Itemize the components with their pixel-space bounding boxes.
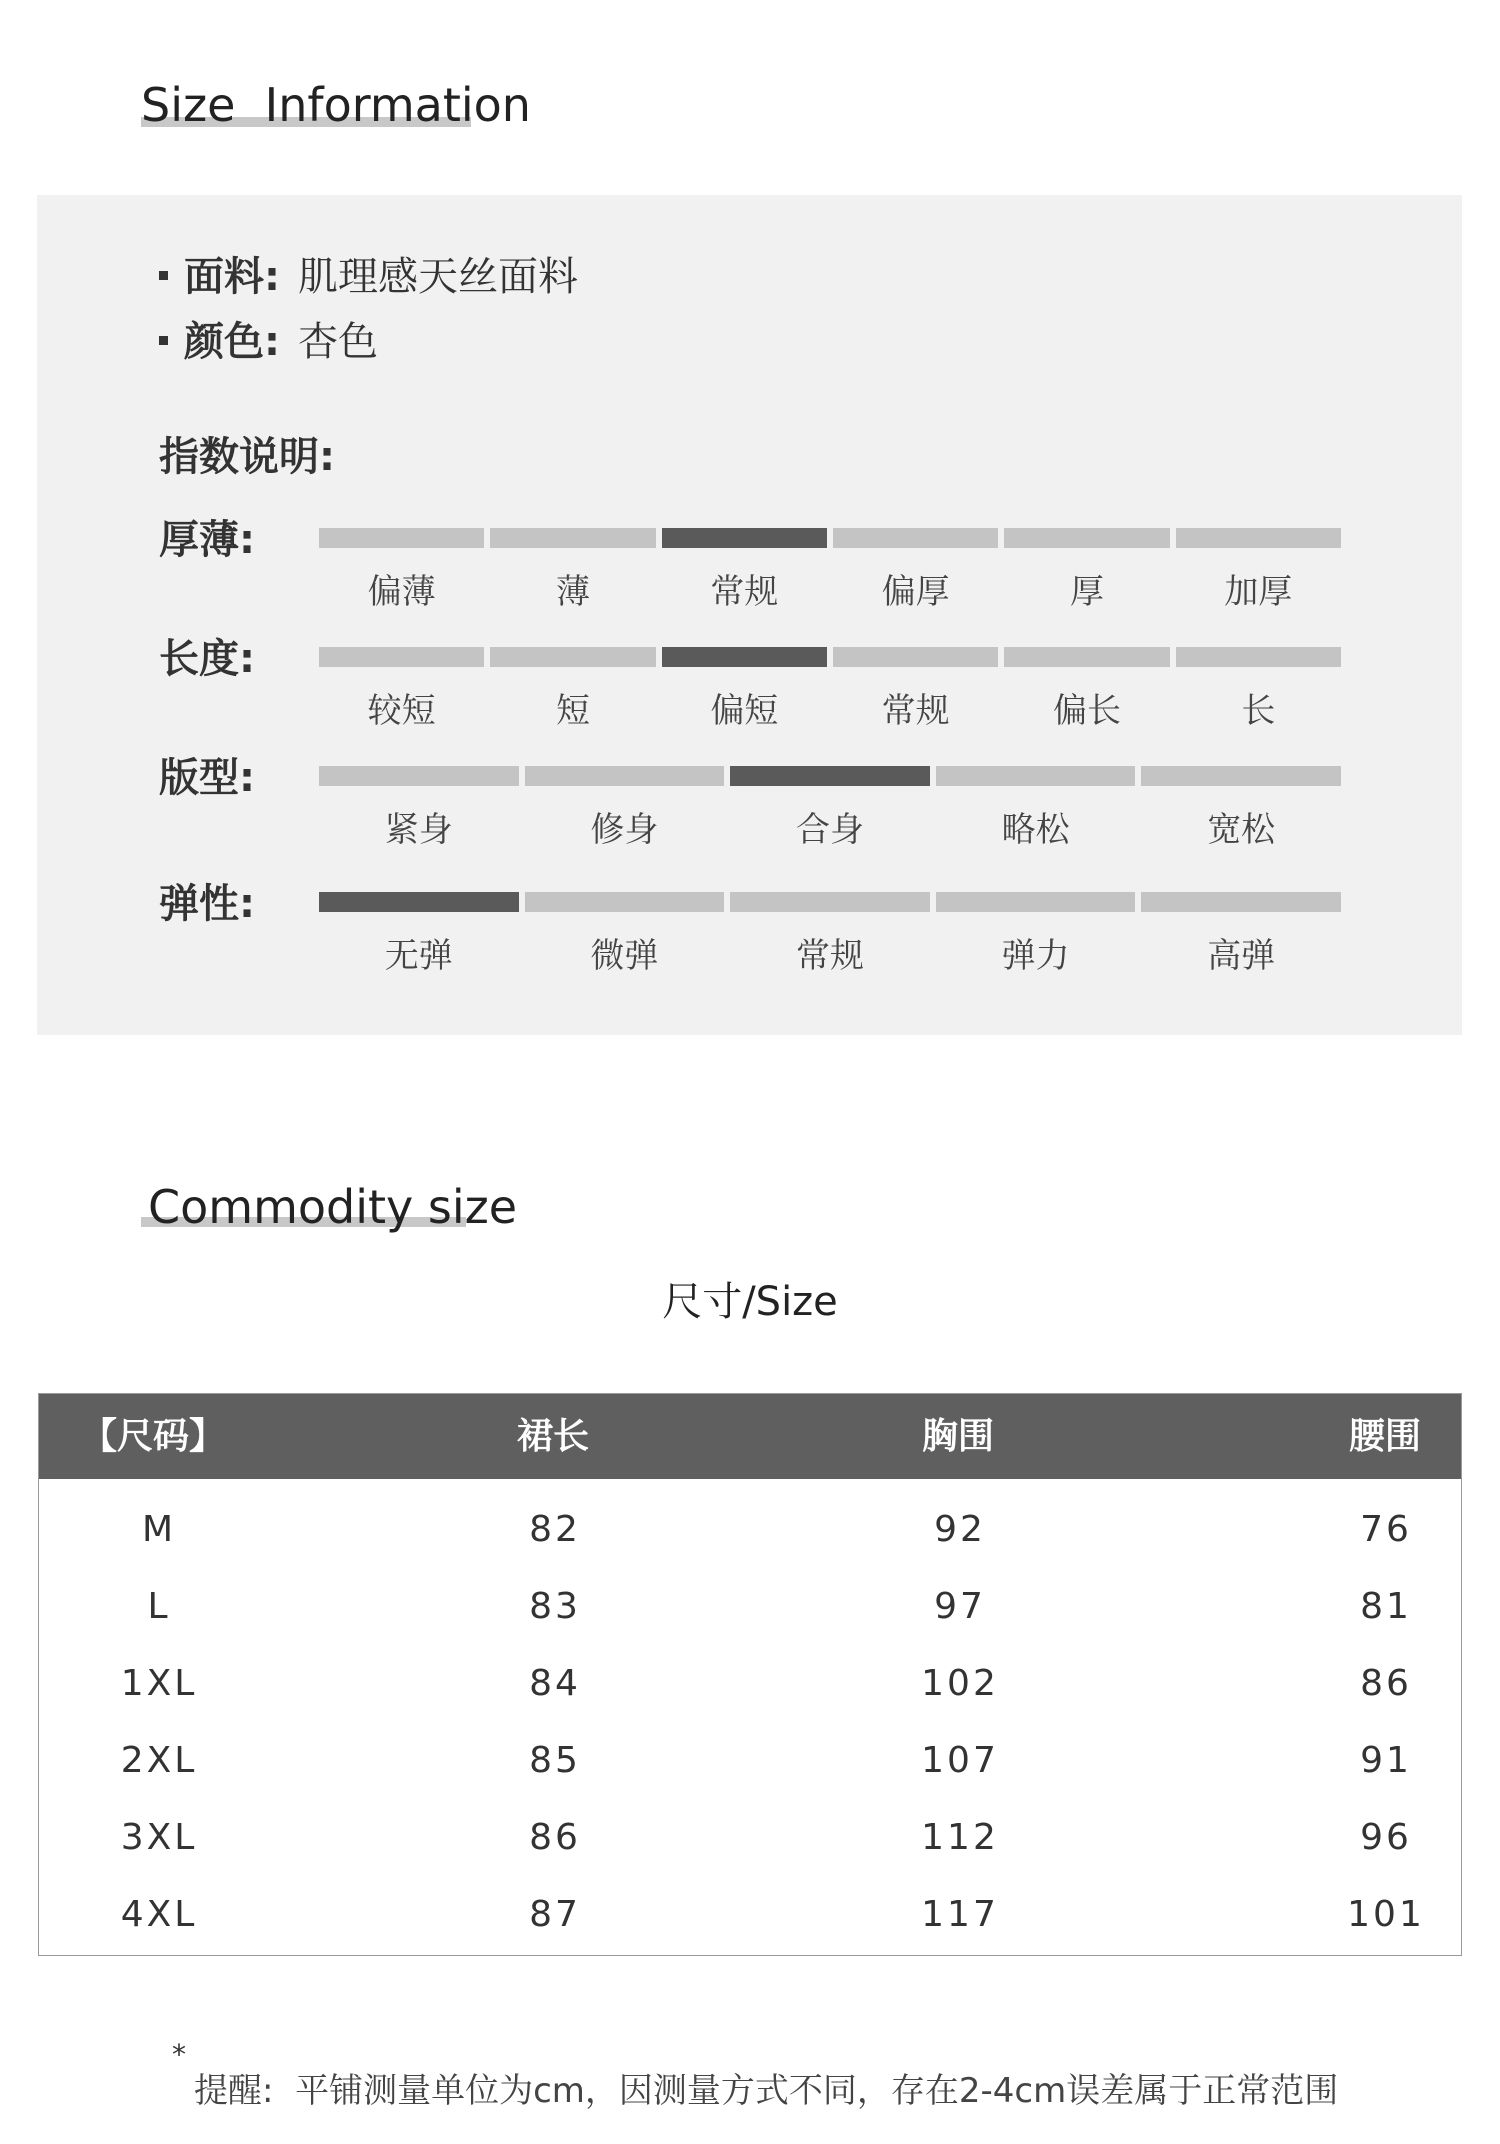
scale-option-label: 较短 [367,691,436,731]
material-value: 肌理感天丝面料 [298,254,578,300]
scale-segment-selected [662,647,827,667]
scale-option-label: 无弹 [384,936,453,976]
scale-segment [1141,766,1341,786]
material-label: 面料: [184,254,280,300]
footnote-text: 提醒: 平铺测量单位为cm，因测量方式不同，存在2-4cm误差属于正常范围 [194,2071,1339,2111]
size-table-title: 尺寸/Size [662,1279,838,1325]
scale-option-label: 常规 [795,936,864,976]
color-label: 颜色: [184,319,280,365]
measurement-cell: 84 [529,1663,581,1704]
material-line [159,245,578,302]
measurement-cell: 96 [1360,1817,1412,1858]
scale-segment [1004,528,1169,548]
color-value: 杏色 [298,319,378,365]
scale-segment [319,528,484,548]
measurement-cell: 86 [1360,1663,1412,1704]
measurement-cell: 91 [1360,1740,1412,1781]
scale-segment-selected [319,892,519,912]
column-header-bust: 胸围 [922,1416,995,1457]
footnote-star: * [172,2038,186,2071]
scale-segment [1141,892,1341,912]
scale-segment [490,647,655,667]
color-line [159,310,378,367]
scale-segment [319,766,519,786]
size-cell: L [147,1586,171,1627]
scale-segment [936,766,1136,786]
scale-option-label: 常规 [710,572,779,612]
size-cell: 3XL [120,1817,198,1858]
bullet-icon [159,271,168,280]
scale-option-label: 偏厚 [881,572,950,612]
size-cell: 4XL [120,1894,198,1935]
scale-segment [833,647,998,667]
scale-option-label: 薄 [555,572,590,612]
scale-option-label: 偏短 [710,691,779,731]
measurement-cell: 87 [529,1894,581,1935]
size-cell: 2XL [120,1740,198,1781]
measurement-cell: 97 [934,1586,986,1627]
measurement-cell: 82 [529,1509,581,1550]
scale-option-label: 修身 [590,810,659,850]
size-table [38,1393,1462,1956]
scale-segment-selected [730,766,930,786]
measurement-cell: 85 [529,1740,581,1781]
scale-option-label: 厚 [1069,572,1104,612]
table-header [39,1394,1461,1479]
measurement-cell: 92 [934,1509,986,1550]
scale-option-label: 宽松 [1207,810,1276,850]
scale-label: 长度: [159,636,255,682]
scale-segment [1004,647,1169,667]
scale-option-label: 短 [555,691,590,731]
scale-option-label: 紧身 [384,810,453,850]
measurement-cell: 112 [921,1817,999,1858]
measurement-cell: 107 [921,1740,999,1781]
scale-option-label: 略松 [1001,810,1070,850]
measurement-cell: 81 [1360,1586,1412,1627]
commodity-size-heading: Commodity size [148,1180,518,1234]
scale-segment [1176,528,1341,548]
scale-option-label: 加厚 [1224,572,1293,612]
column-header-size: 【尺码】 [81,1416,226,1457]
column-header-waist: 腰围 [1349,1416,1422,1457]
scale-option-label: 偏薄 [367,572,436,612]
scale-segment [1176,647,1341,667]
scale-option-label: 合身 [795,810,864,850]
measurement-cell: 102 [921,1663,999,1704]
scale-option-label: 高弹 [1207,936,1276,976]
measurement-cell: 83 [529,1586,581,1627]
fabric-info-panel [37,195,1462,1035]
scale-option-label: 微弹 [590,936,659,976]
scale-segment [936,892,1136,912]
scale-label: 厚薄: [159,517,255,563]
measurement-cell: 76 [1360,1509,1412,1550]
scale-option-label: 弹力 [1001,936,1070,976]
measurement-cell: 101 [1347,1894,1425,1935]
scale-label: 版型: [159,755,255,801]
scale-segment [833,528,998,548]
measurement-cell: 117 [921,1894,999,1935]
scale-label: 弹性: [159,881,255,927]
column-header-skirt-length: 裙长 [517,1416,590,1457]
size-info-heading: Size Information [141,78,531,132]
size-cell: M [141,1509,177,1550]
scale-segment [730,892,930,912]
scale-segment [525,766,725,786]
size-cell: 1XL [120,1663,198,1704]
scale-segment [319,647,484,667]
measurement-cell: 86 [529,1817,581,1858]
scale-segment [525,892,725,912]
index-title: 指数说明: [159,434,335,480]
scale-option-label: 常规 [881,691,950,731]
scale-segment-selected [662,528,827,548]
scale-option-label: 长 [1241,691,1276,731]
scale-option-label: 偏长 [1052,691,1121,731]
scale-segment [490,528,655,548]
bullet-icon [159,336,168,345]
